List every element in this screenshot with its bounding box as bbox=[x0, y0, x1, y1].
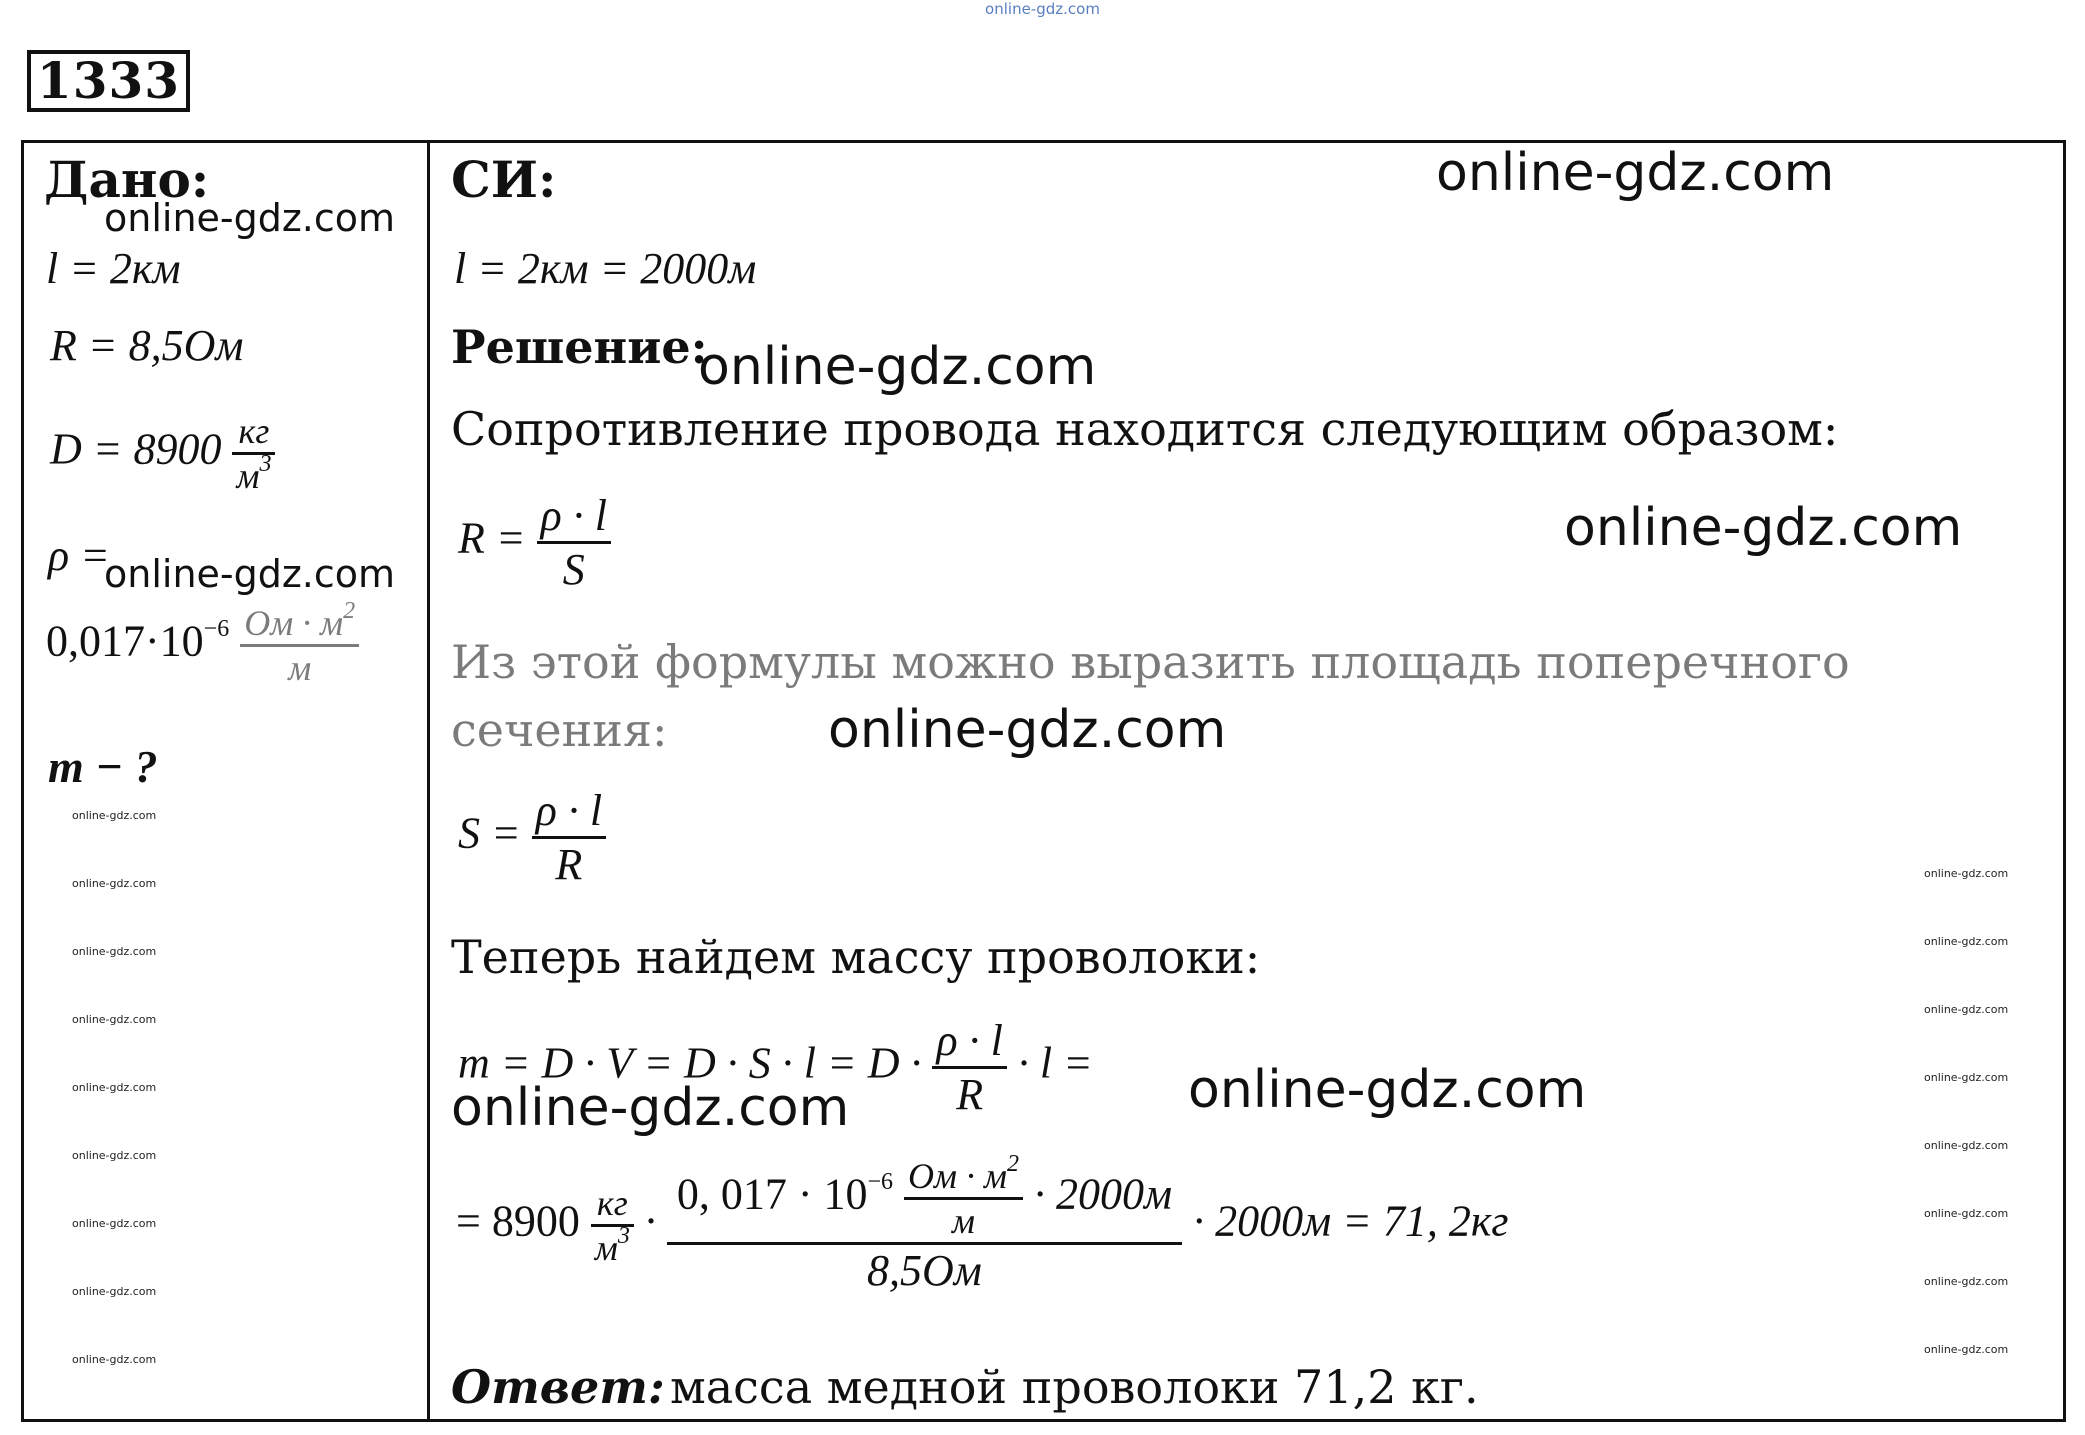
calculation-big-fraction: 0, $017 \cdot 10^{-6}$ $\frac{Ом \cdot м^2}{м}$ · 2000м 8,5Ом bbox=[667, 1155, 1182, 1296]
solution-line-1: Сопротивление провода находится следующим образом: bbox=[451, 402, 1839, 456]
watermark-given-1: online-gdz.com bbox=[104, 196, 396, 240]
watermark-small-left: online-gdz.com bbox=[72, 1353, 157, 1366]
watermark-small-left: online-gdz.com bbox=[72, 945, 157, 958]
watermark-right-5: online-gdz.com bbox=[1188, 1060, 1587, 1120]
watermark-small-right: online-gdz.com bbox=[1924, 1343, 2009, 1356]
watermark-right-3: online-gdz.com bbox=[828, 700, 1227, 760]
si-header: СИ: bbox=[451, 150, 557, 209]
watermark-given-2: online-gdz.com bbox=[104, 552, 396, 596]
density-unit-fraction bbox=[232, 410, 275, 497]
watermark-small-left: online-gdz.com bbox=[72, 1013, 157, 1026]
watermark-small-right: online-gdz.com bbox=[1924, 935, 2009, 948]
watermark-small-right: online-gdz.com bbox=[1924, 867, 2009, 880]
watermark-small-left: online-gdz.com bbox=[72, 1285, 157, 1298]
watermark-small-right: online-gdz.com bbox=[1924, 1139, 2009, 1152]
answer-label: Ответ: bbox=[451, 1360, 665, 1414]
problem-number: 1333 bbox=[27, 50, 190, 112]
top-watermark: online-gdz.com bbox=[985, 0, 1100, 18]
watermark-small-left: online-gdz.com bbox=[72, 1217, 157, 1230]
formula-mass: m = D · V = D · S · l = D · $\frac{\rho \cdot l}{R}$ · l = bbox=[458, 1016, 1093, 1119]
density-prefix: D = 8900 bbox=[50, 424, 222, 474]
find-mass: m − ? bbox=[48, 741, 158, 792]
density-unit-den: $м^3$ bbox=[236, 451, 272, 496]
answer-text: масса медной проволоки 71,2 кг. bbox=[669, 1360, 1479, 1414]
rho-unit-fraction: $\frac{Ом \cdot м^2}{м}$ bbox=[240, 602, 359, 689]
watermark-right-4: online-gdz.com bbox=[451, 1078, 850, 1138]
given-density bbox=[50, 410, 275, 497]
formula-calculation: = 8900 $\frac{кг}{м^3}$ · 0, $017 \cdot 10^{-6}$ $\frac{Ом \cdot м^2}{м}$ · 2000м 8,5Ом · 2000м = 71, 2кг bbox=[456, 1151, 1509, 1295]
watermark-small-left: online-gdz.com bbox=[72, 1149, 157, 1162]
solution-line-3: Теперь найдем массу проволоки: bbox=[451, 930, 1261, 984]
watermark-small-right: online-gdz.com bbox=[1924, 1071, 2009, 1084]
density-unit-num: кг bbox=[232, 410, 275, 455]
solution-line-2b: сечения: bbox=[451, 703, 668, 757]
watermark-small-left: online-gdz.com bbox=[72, 877, 157, 890]
given-length: l = 2км bbox=[46, 244, 181, 293]
watermark-right-1: online-gdz.com bbox=[1436, 143, 1835, 203]
solution-line-2: Из этой формулы можно выразить площадь поперечного bbox=[451, 635, 1850, 689]
given-header: Дано: bbox=[44, 150, 210, 209]
watermark-solution: online-gdz.com bbox=[698, 337, 1097, 397]
formula-area: S = $\frac{\rho \cdot l}{R}$ bbox=[458, 785, 606, 890]
formula-resistance: R = $\frac{\rho \cdot l}{S}$ bbox=[458, 490, 611, 595]
watermark-small-left: online-gdz.com bbox=[72, 809, 157, 822]
solution-header: Решение: bbox=[451, 320, 708, 374]
given-resistance: R = 8,5Ом bbox=[50, 321, 244, 370]
answer bbox=[451, 1360, 1479, 1414]
column-divider bbox=[427, 140, 430, 1422]
watermark-small-right: online-gdz.com bbox=[1924, 1207, 2009, 1220]
watermark-right-2: online-gdz.com bbox=[1564, 498, 1963, 558]
watermark-small-right: online-gdz.com bbox=[1924, 1275, 2009, 1288]
watermark-small-left: online-gdz.com bbox=[72, 1081, 157, 1094]
given-rho-label: ρ = bbox=[48, 531, 110, 580]
given-rho-value: $0,017\cdot 10^{-6}$ $\frac{Ом \cdot м^2}{м}$ bbox=[46, 602, 359, 689]
si-length: l = 2км = 2000м bbox=[454, 244, 757, 293]
watermark-small-right: online-gdz.com bbox=[1924, 1003, 2009, 1016]
